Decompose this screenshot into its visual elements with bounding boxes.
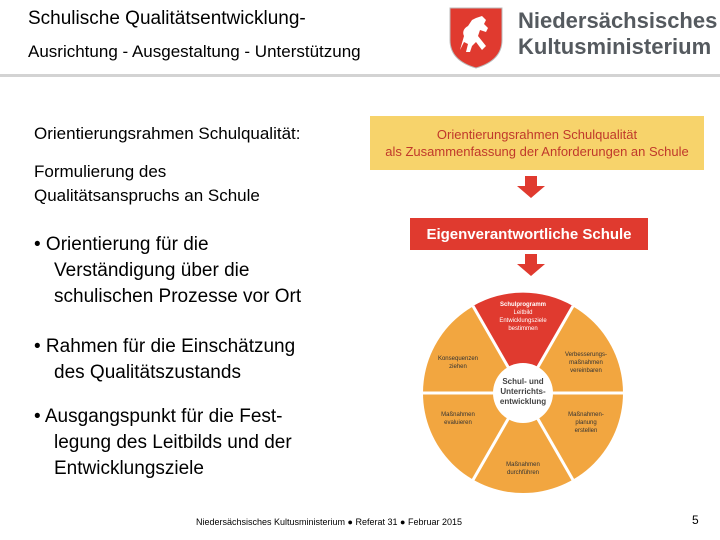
seg-ru-3: vereinbaren [570,368,602,374]
niedersachsen-horse-crest-icon [446,6,506,70]
seg-top-4: bestimmen [508,326,538,332]
seg-rl-1: Maßnahmen- [568,412,604,418]
seg-bottom-2: durchführen [506,470,540,476]
bullet-3-line1: • Ausgangspunkt für die Fest- [34,406,283,427]
slide-title-line2: Ausrichtung - Ausgestaltung - Unterstützung [28,42,361,61]
bullet-3-line3: Entwicklungsziele [54,458,204,479]
eigenverantwortliche-schule-box: Eigenverantwortliche Schule [410,218,648,250]
quality-cycle-wheel [420,282,626,504]
subheading: Orientierungsrahmen Schulqualität: [34,124,301,143]
center-line2: Unterrichts- [500,387,546,396]
center-line3: entwicklung [499,397,547,406]
box1-line2: als Zusammenfassung der Anforderungen an Schule [385,144,689,159]
seg-ru-2: maßnahmen [569,360,603,366]
seg-ll-2: evaluieren [444,420,472,426]
seg-lu-2: ziehen [449,364,467,370]
formulierung-text [34,160,374,208]
seg-lu-1: Konsequenzen [437,356,479,362]
bullet-2 [34,334,364,386]
center-line1: Schul- und [502,377,544,386]
ministry-line2: Kultusministerium [518,34,712,59]
bullet-1 [34,232,364,310]
seg-rl-3: erstellen [574,428,598,434]
bullet-1-line2: Verständigung über die [54,260,250,281]
box1-line1: Orientierungsrahmen Schulqualität [436,127,638,142]
bullet-3 [34,404,364,482]
seg-bottom-1: Maßnahmen [506,462,540,468]
bullet-3-line2: legung des Leitbilds und der [54,432,292,453]
seg-rl-2: planung [575,420,597,426]
header-divider [0,74,720,77]
formulierung-line2: Qualitätsanspruchs an Schule [34,186,260,205]
seg-ll-1: Maßnahmen [441,412,475,418]
formulierung-line1: Formulierung des [34,162,167,181]
bullet-2-line1: • Rahmen für die Einschätzung [34,336,296,357]
bullet-1-line3: schulischen Prozesse vor Ort [54,286,302,307]
page-number: 5 [692,513,699,527]
bullet-1-line1: • Orientierung für die [34,234,209,255]
bullet-2-line2: des Qualitätszustands [54,362,241,383]
seg-top-3: Entwicklungsziele [499,318,547,324]
ministry-line1: Niedersächsisches [518,8,718,33]
seg-ru-1: Verbesserungs- [564,352,608,358]
slide-title-line1: Schulische Qualitätsentwicklung- [28,8,306,29]
down-arrow-icon [517,254,545,276]
down-arrow-icon [517,176,545,198]
seg-top-2: Leitbild [513,310,533,316]
ministry-logo-text [518,8,717,60]
footer-text: Niedersächsisches Kultusministerium ● Referat 31 ● Februar 2015 [196,517,462,527]
orientierungsrahmen-box [370,116,704,170]
seg-top-1: Schulprogramm [499,302,547,308]
